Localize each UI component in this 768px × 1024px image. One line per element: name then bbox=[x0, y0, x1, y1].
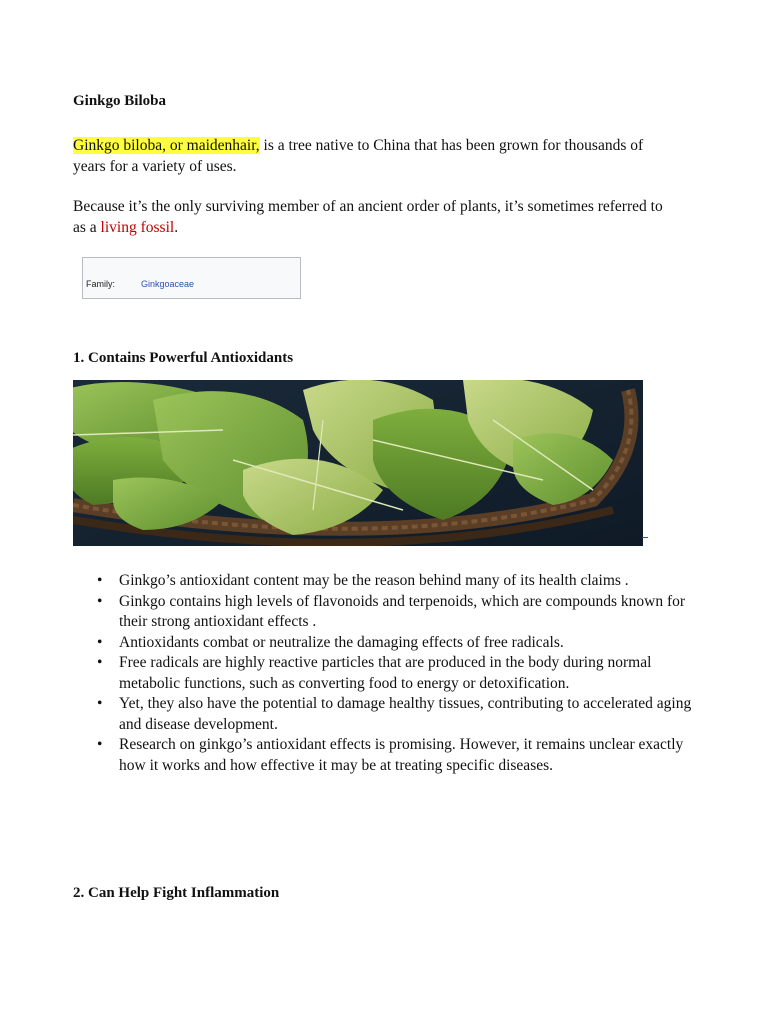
list-item bbox=[73, 633, 693, 654]
living-fossil-text: living fossil bbox=[100, 218, 175, 236]
living-fossil-paragraph bbox=[73, 197, 673, 238]
bullet-icon: • bbox=[97, 695, 103, 712]
highlighted-text: Ginkgo biloba, or maidenhair, bbox=[73, 137, 260, 154]
ginkgo-leaves-photo bbox=[73, 380, 643, 546]
bullet-icon: • bbox=[97, 572, 103, 589]
paragraph-text: Because it’s the only surviving member of an ancient order of plants, it’s sometimes referred to as a bbox=[73, 198, 663, 236]
list-item bbox=[73, 653, 693, 694]
bullet-icon: • bbox=[97, 654, 103, 671]
list-item-text: Ginkgo’s antioxidant content may be the reason behind many of its health claims . bbox=[119, 572, 629, 589]
section-heading-inflammation: 2. Can Help Fight Inflammation bbox=[73, 885, 280, 901]
list-item-text: Ginkgo contains high levels of flavonoids and terpenoids, which are compounds known for their strong antioxidant effects . bbox=[119, 592, 686, 630]
bullet-icon: • bbox=[97, 736, 103, 753]
intro-text: is a tree native to China that has been grown for thousands of years for a variety of uses. bbox=[73, 137, 644, 175]
paragraph-end: . bbox=[174, 218, 179, 236]
family-value-link[interactable]: Ginkgoaceae bbox=[141, 279, 195, 289]
list-item bbox=[73, 592, 693, 633]
intro-paragraph bbox=[73, 136, 673, 177]
bullet-icon: • bbox=[97, 592, 103, 610]
document-title: Ginkgo Biloba bbox=[73, 93, 166, 109]
list-item-text: Free radicals are highly reactive particles that are produced in the body during normal metabolic functions, such as converting food to energy or detoxification. bbox=[119, 654, 652, 692]
list-item bbox=[73, 694, 693, 735]
list-item bbox=[73, 735, 693, 776]
taxonomy-infobox bbox=[82, 257, 301, 299]
list-item-text: Antioxidants combat or neutralize the damaging effects of free radicals. bbox=[119, 633, 564, 651]
image-link-underline[interactable] bbox=[642, 537, 648, 538]
list-item-text: Yet, they also have the potential to damage healthy tissues, contributing to accelerated aging and disease development. bbox=[119, 695, 692, 733]
section-heading-antioxidants: 1. Contains Powerful Antioxidants bbox=[73, 350, 294, 366]
family-label: Family: bbox=[86, 279, 115, 289]
list-item-text: Research on ginkgo’s antioxidant effects is promising. However, it remains unclear exactly how it works and how effective it may be at treating specific diseases. bbox=[119, 736, 684, 774]
list-item bbox=[73, 571, 693, 592]
antioxidant-bullet-list bbox=[73, 571, 693, 776]
bullet-icon: • bbox=[97, 633, 103, 651]
